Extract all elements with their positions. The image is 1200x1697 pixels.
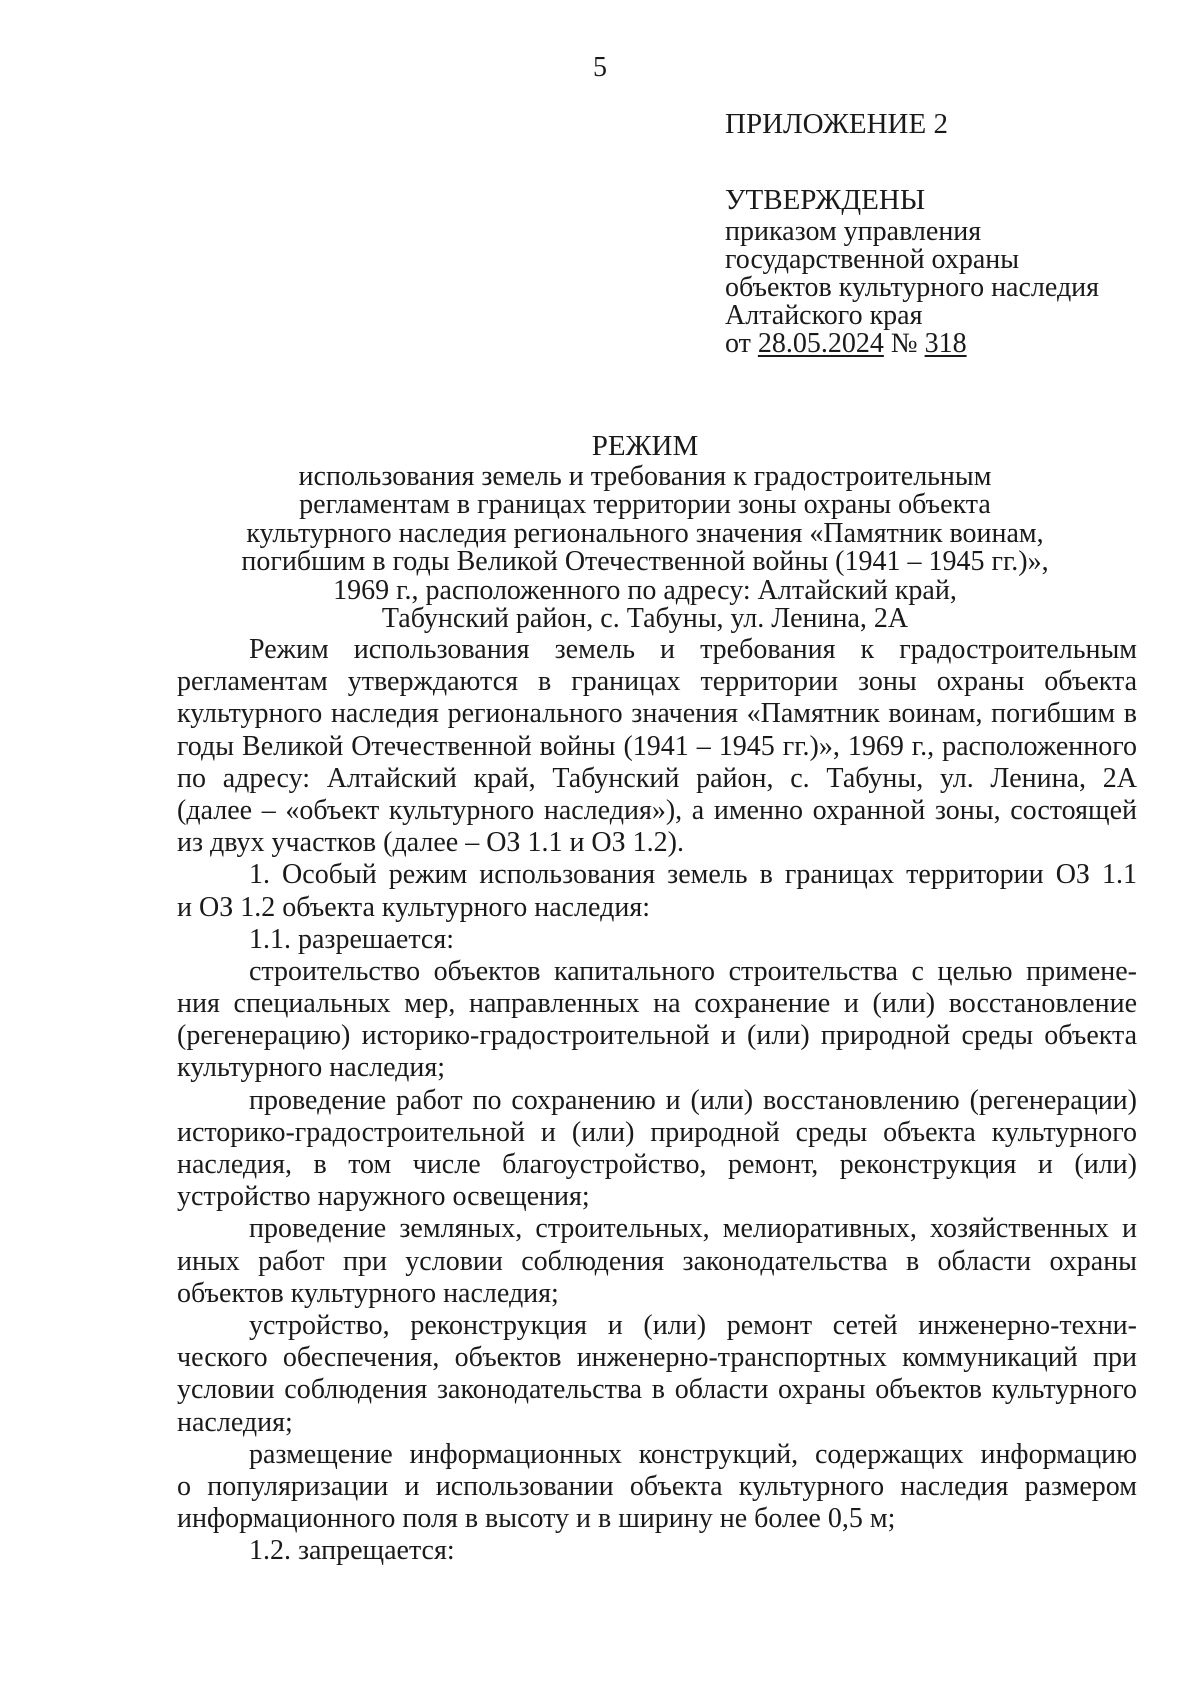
title-line: регламентам в границах территории зоны охраны объекта (299, 489, 991, 520)
body-line: (далее – «объект культурного наследия»), а именно охранной зоны, состоящей (177, 794, 1137, 826)
page-number: 5 (593, 52, 607, 83)
approved-label: УТВЕРЖДЕНЫ (725, 184, 926, 216)
body-line: размещение информационных конструкций, содержащих информацию (249, 1438, 1137, 1470)
approval-block (725, 110, 1099, 358)
title-line: Табунский район, с. Табуны, ул. Ленина, 2А (381, 603, 909, 634)
title-line: использования земель и требования к градостроительным (298, 460, 992, 492)
body-line: культурного наследия регионального значения «Памятник воинам, погибшим в (177, 698, 1137, 730)
body-line: Режим использования земель и требования к градостроительным (249, 634, 1137, 665)
body-line: из двух участков (далее – ОЗ 1.1 и ОЗ 1.2). (177, 827, 685, 859)
order-date: 28.05.2024 (757, 328, 884, 359)
body-line: строительство объектов капитального строительства с целью примене- (249, 955, 1137, 987)
document-title (170, 432, 1120, 634)
approval-line: Алтайского края (725, 300, 923, 331)
body-line: культурного наследия; (177, 1052, 446, 1084)
body-line: регламентам утверждаются в границах территории зоны охраны объекта (177, 666, 1137, 698)
title-line: 1969 г., расположенного по адресу: Алтайский край, (333, 574, 957, 606)
approval-line: приказом управления (725, 216, 982, 247)
body-line: устройство наружного освещения; (177, 1181, 590, 1213)
title-line: погибшим в годы Великой Отечественной войны (1941 – 1945 гг.)», (241, 546, 1049, 577)
appendix-label: ПРИЛОЖЕНИЕ 2 (725, 108, 948, 140)
body-line: наследия, в том числе благоустройство, ремонт, реконструкция и (или) (177, 1149, 1137, 1180)
approval-line: объектов культурного наследия (725, 272, 1100, 303)
body-line: информационного поля в высоту и в ширину не более 0,5 м; (177, 1503, 896, 1535)
body-line: ния специальных мер, направленных на сохранение и (или) восстановление (177, 988, 1137, 1020)
body-line: устройство, реконструкция и (или) ремонт сетей инженерно-техни- (249, 1309, 1137, 1341)
body-line: по адресу: Алтайский край, Табунский район, с. Табуны, ул. Ленина, 2А (177, 762, 1137, 794)
body-line: 1. Особый режим использования земель в границах территории ОЗ 1.1 (249, 859, 1137, 891)
body-text (177, 634, 1137, 1567)
number-sign: № (883, 328, 925, 359)
body-line: условии соблюдения законодательства в области охраны объектов культурного (177, 1374, 1137, 1406)
order-number: 318 (924, 328, 967, 359)
approval-line: государственной охраны (725, 244, 1020, 275)
body-line: (регенерацию) историко-градостроительной и (или) природной среды объекта (177, 1020, 1137, 1052)
body-line: о популяризации и использовании объекта культурного наследия размером (177, 1470, 1137, 1502)
body-line: годы Великой Отечественной войны (1941 – 1945 гг.)», 1969 г., расположенного (177, 730, 1137, 762)
body-line: объектов культурного наследия; (177, 1277, 559, 1309)
body-line: 1.1. разрешается: (249, 923, 454, 955)
title-line: культурного наследия регионального значения «Памятник воинам, (246, 517, 1044, 549)
order-date-number (725, 330, 1099, 358)
body-line: иных работ при условии соблюдения законодательства в области охраны (177, 1245, 1137, 1277)
body-line: наследия; (177, 1406, 293, 1438)
body-line: проведение работ по сохранению и (или) восстановлению (регенерации) (249, 1084, 1137, 1116)
body-line: 1.2. запрещается: (249, 1535, 455, 1567)
body-line: проведение земляных, строительных, мелиоративных, хозяйственных и (249, 1213, 1137, 1245)
body-line: ческого обеспечения, объектов инженерно-транспортных коммуникаций при (177, 1342, 1137, 1374)
body-line: историко-градостроительной и (или) природной среды объекта культурного (177, 1116, 1137, 1148)
date-prefix: от (725, 328, 758, 359)
title-heading: РЕЖИМ (591, 430, 699, 462)
body-line: и ОЗ 1.2 объекта культурного наследия: (177, 891, 650, 923)
